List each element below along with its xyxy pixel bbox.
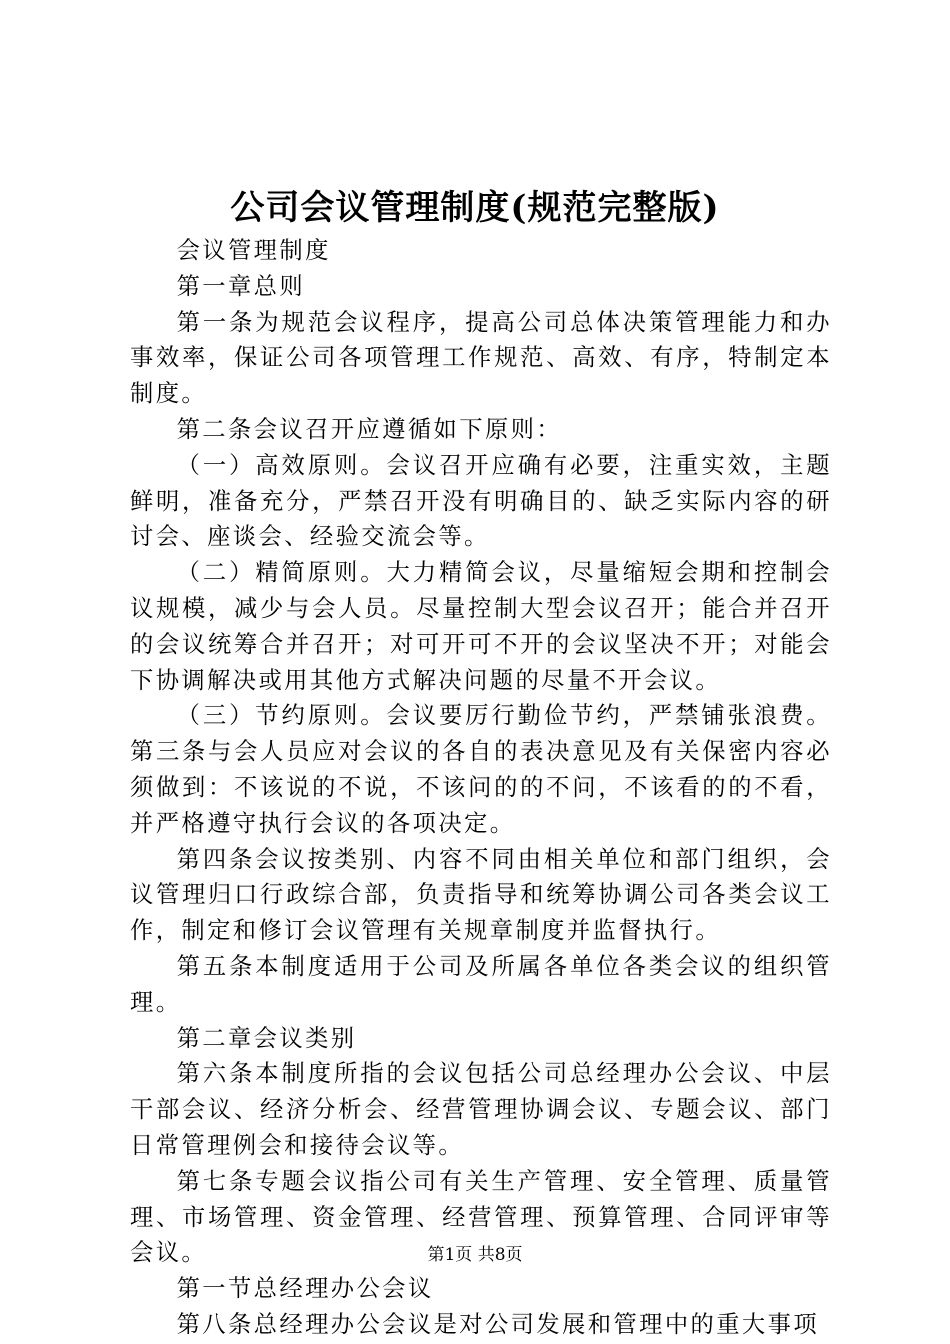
paragraph: 第五条本制度适用于公司及所属各单位各类会议的组织管理。 bbox=[130, 952, 832, 1016]
document-title: 公司会议管理制度(规范完整版) bbox=[230, 188, 720, 228]
paragraph: （三）节约原则。会议要厉行勤俭节约，严禁铺张浪费。第三条与会人员应对会议的各自的表决意见及有关保密内容必须做到：不该说的不说，不该问的的不问，不该看的的不看，并严格遵守执行会议的各项决定。 bbox=[130, 702, 832, 837]
paragraph: （二）精简原则。大力精简会议，尽量缩短会期和控制会议规模，减少与会人员。尽量控制大型会议召开；能合并召开的会议统筹合并召开；对可开可不开的会议坚决不开；对能会下协调解决或用其他方式解决问题的尽量不开会议。 bbox=[130, 559, 832, 694]
paragraph: 第六条本制度所指的会议包括公司总经理办公会议、中层干部会议、经济分析会、经营管理协调会议、专题会议、部门日常管理例会和接待会议等。 bbox=[130, 1060, 832, 1159]
paragraph: 第八条总经理办公会议是对公司发展和管理中的重大事项 bbox=[176, 1310, 820, 1338]
section-heading: 第一节总经理办公会议 bbox=[176, 1275, 434, 1303]
paragraph: 第二条会议召开应遵循如下原则： bbox=[176, 415, 563, 443]
document-body bbox=[130, 233, 832, 1343]
paragraph: 第一条为规范会议程序，提高公司总体决策管理能力和办事效率，保证公司各项管理工作规范、高效、有序，特制定本制度。 bbox=[130, 308, 832, 408]
page-footer: 第1页 共8页 bbox=[427, 1245, 523, 1265]
paragraph-heading: 会议管理制度 bbox=[176, 237, 331, 264]
chapter-heading: 第二章会议类别 bbox=[176, 1024, 357, 1052]
paragraph: 第七条专题会议指公司有关生产管理、安全管理、质量管理、市场管理、资金管理、经营管理、预算管理、合同评审等会议。 bbox=[130, 1167, 832, 1267]
paragraph: 第四条会议按类别、内容不同由相关单位和部门组织，会议管理归口行政综合部，负责指导和统筹协调公司各类会议工作，制定和修订会议管理有关规章制度并监督执行。 bbox=[130, 845, 832, 945]
chapter-heading: 第一章总则 bbox=[176, 272, 306, 300]
paragraph: （一）高效原则。会议召开应确有必要，注重实效，主题鲜明，准备充分，严禁召开没有明确目的、缺乏实际内容的研讨会、座谈会、经验交流会等。 bbox=[130, 451, 832, 551]
